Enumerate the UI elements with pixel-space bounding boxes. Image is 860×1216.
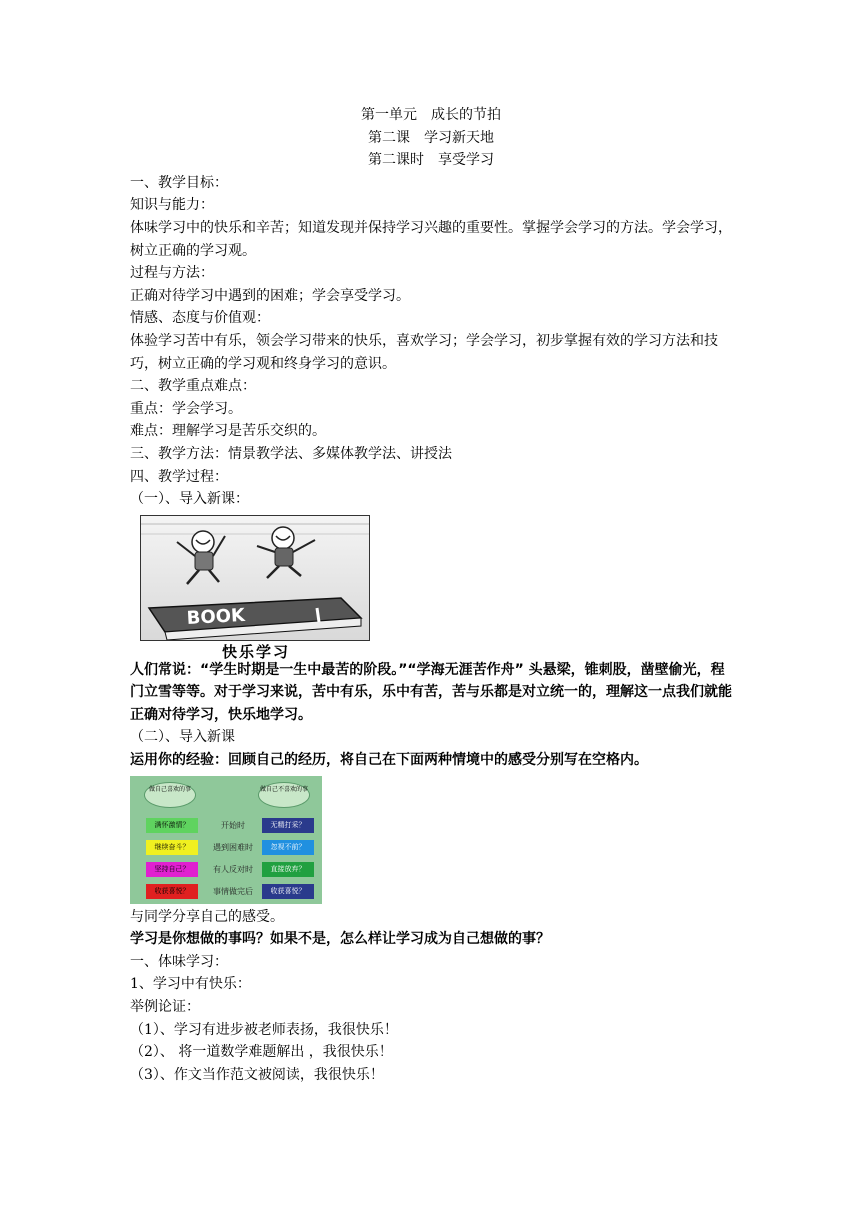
example-1: （1）、学习有进步被老师表扬，我很快乐！ [130, 1021, 398, 1038]
period-title: 第二课时 享受学习 [368, 152, 494, 169]
kids-jumping-on-book-illustration [141, 516, 369, 640]
happy-learning-image [140, 515, 372, 659]
quote-paragraph: 人们常说：“学生时期是一生中最苦的阶段。”“学海无涯苦作舟” 头悬梁，锥刺股，凿壁偷光，程门立雪等等。对于学习来说，苦中有乐，乐中有苦，苦与乐都是对立统一的，理解这一点我们就能正确对待学习，快乐地学习。 [130, 661, 732, 723]
dislike-header: 做自己不喜欢的事 [258, 782, 310, 808]
cartoon-frame [140, 515, 370, 641]
dislike-cell: 忽视不前？ [262, 840, 314, 855]
section-key-points: 二、教学重点难点： [130, 378, 256, 395]
examples-heading: 举例论证： [130, 999, 200, 1016]
dislike-cell: 直接放弃？ [262, 862, 314, 877]
like-cell: 满怀激情？ [146, 818, 198, 833]
like-cell: 坚持自己？ [146, 862, 198, 877]
feelings-comparison-image [130, 776, 322, 904]
question-text: 学习是你想做的事吗？如果不是，怎么样让学习成为自己想做的事？ [130, 931, 550, 948]
document-page [130, 104, 732, 1086]
knowledge-text: 体味学习中的快乐和辛苦；知道发现并保持学习兴趣的重要性。掌握学会学习的方法。学会学习，树立正确的学习观。 [130, 219, 732, 259]
section-methods: 三、教学方法：情景教学法、多媒体教学法、讲授法 [130, 445, 452, 462]
difficult-point: 难点：理解学习是苦乐交织的。 [130, 423, 326, 440]
intro-heading: （一）、导入新课： [130, 491, 249, 508]
share-text: 与同学分享自己的感受。 [130, 908, 284, 925]
lesson-title: 第二课 学习新天地 [368, 129, 494, 146]
topic-subheading: 1、学习中有快乐： [130, 976, 251, 993]
dislike-cell: 无精打采？ [262, 818, 314, 833]
book-label: BOOK [186, 604, 246, 629]
section-objectives: 一、教学目标： [130, 174, 228, 191]
experience-instruction: 运用你的经验：回顾自己的经历，将自己在下面两种情境中的感受分别写在空格内。 [130, 752, 648, 769]
section-process: 四、教学过程： [130, 468, 228, 485]
situation-label: 遇到困难时 [213, 842, 253, 852]
situation-label: 有人反对时 [213, 864, 253, 874]
subsection-knowledge: 知识与能力： [130, 197, 214, 214]
subsection-emotion: 情感、态度与价值观： [130, 310, 270, 327]
dislike-cell: 收获喜悦？ [262, 884, 314, 899]
like-header: 做自己喜欢的事 [144, 782, 196, 808]
example-2: （2）、 将一道数学难题解出 ，我很快乐！ [130, 1044, 393, 1061]
situation-label: 事情做完后 [213, 886, 253, 896]
intro-heading-2: （二）、导入新课 [130, 729, 235, 746]
key-point: 重点：学会学习。 [130, 400, 242, 417]
subsection-process: 过程与方法： [130, 265, 214, 282]
unit-title: 第一单元 成长的节拍 [361, 107, 501, 123]
image-caption: 快乐学习 [222, 642, 291, 661]
like-cell: 继续奋斗？ [146, 840, 198, 855]
process-text: 正确对待学习中遇到的困难；学会享受学习。 [130, 287, 410, 304]
emotion-text: 体验学习苦中有乐，领会学习带来的快乐，喜欢学习；学会学习，初步掌握有效的学习方法和技巧，树立正确的学习观和终身学习的意识。 [130, 332, 718, 372]
situation-label: 开始时 [221, 820, 245, 830]
topic-heading: 一、体味学习： [130, 953, 228, 970]
example-3: （3）、作文当作范文被阅读，我很快乐！ [130, 1066, 384, 1083]
like-cell: 收获喜悦？ [146, 884, 198, 899]
